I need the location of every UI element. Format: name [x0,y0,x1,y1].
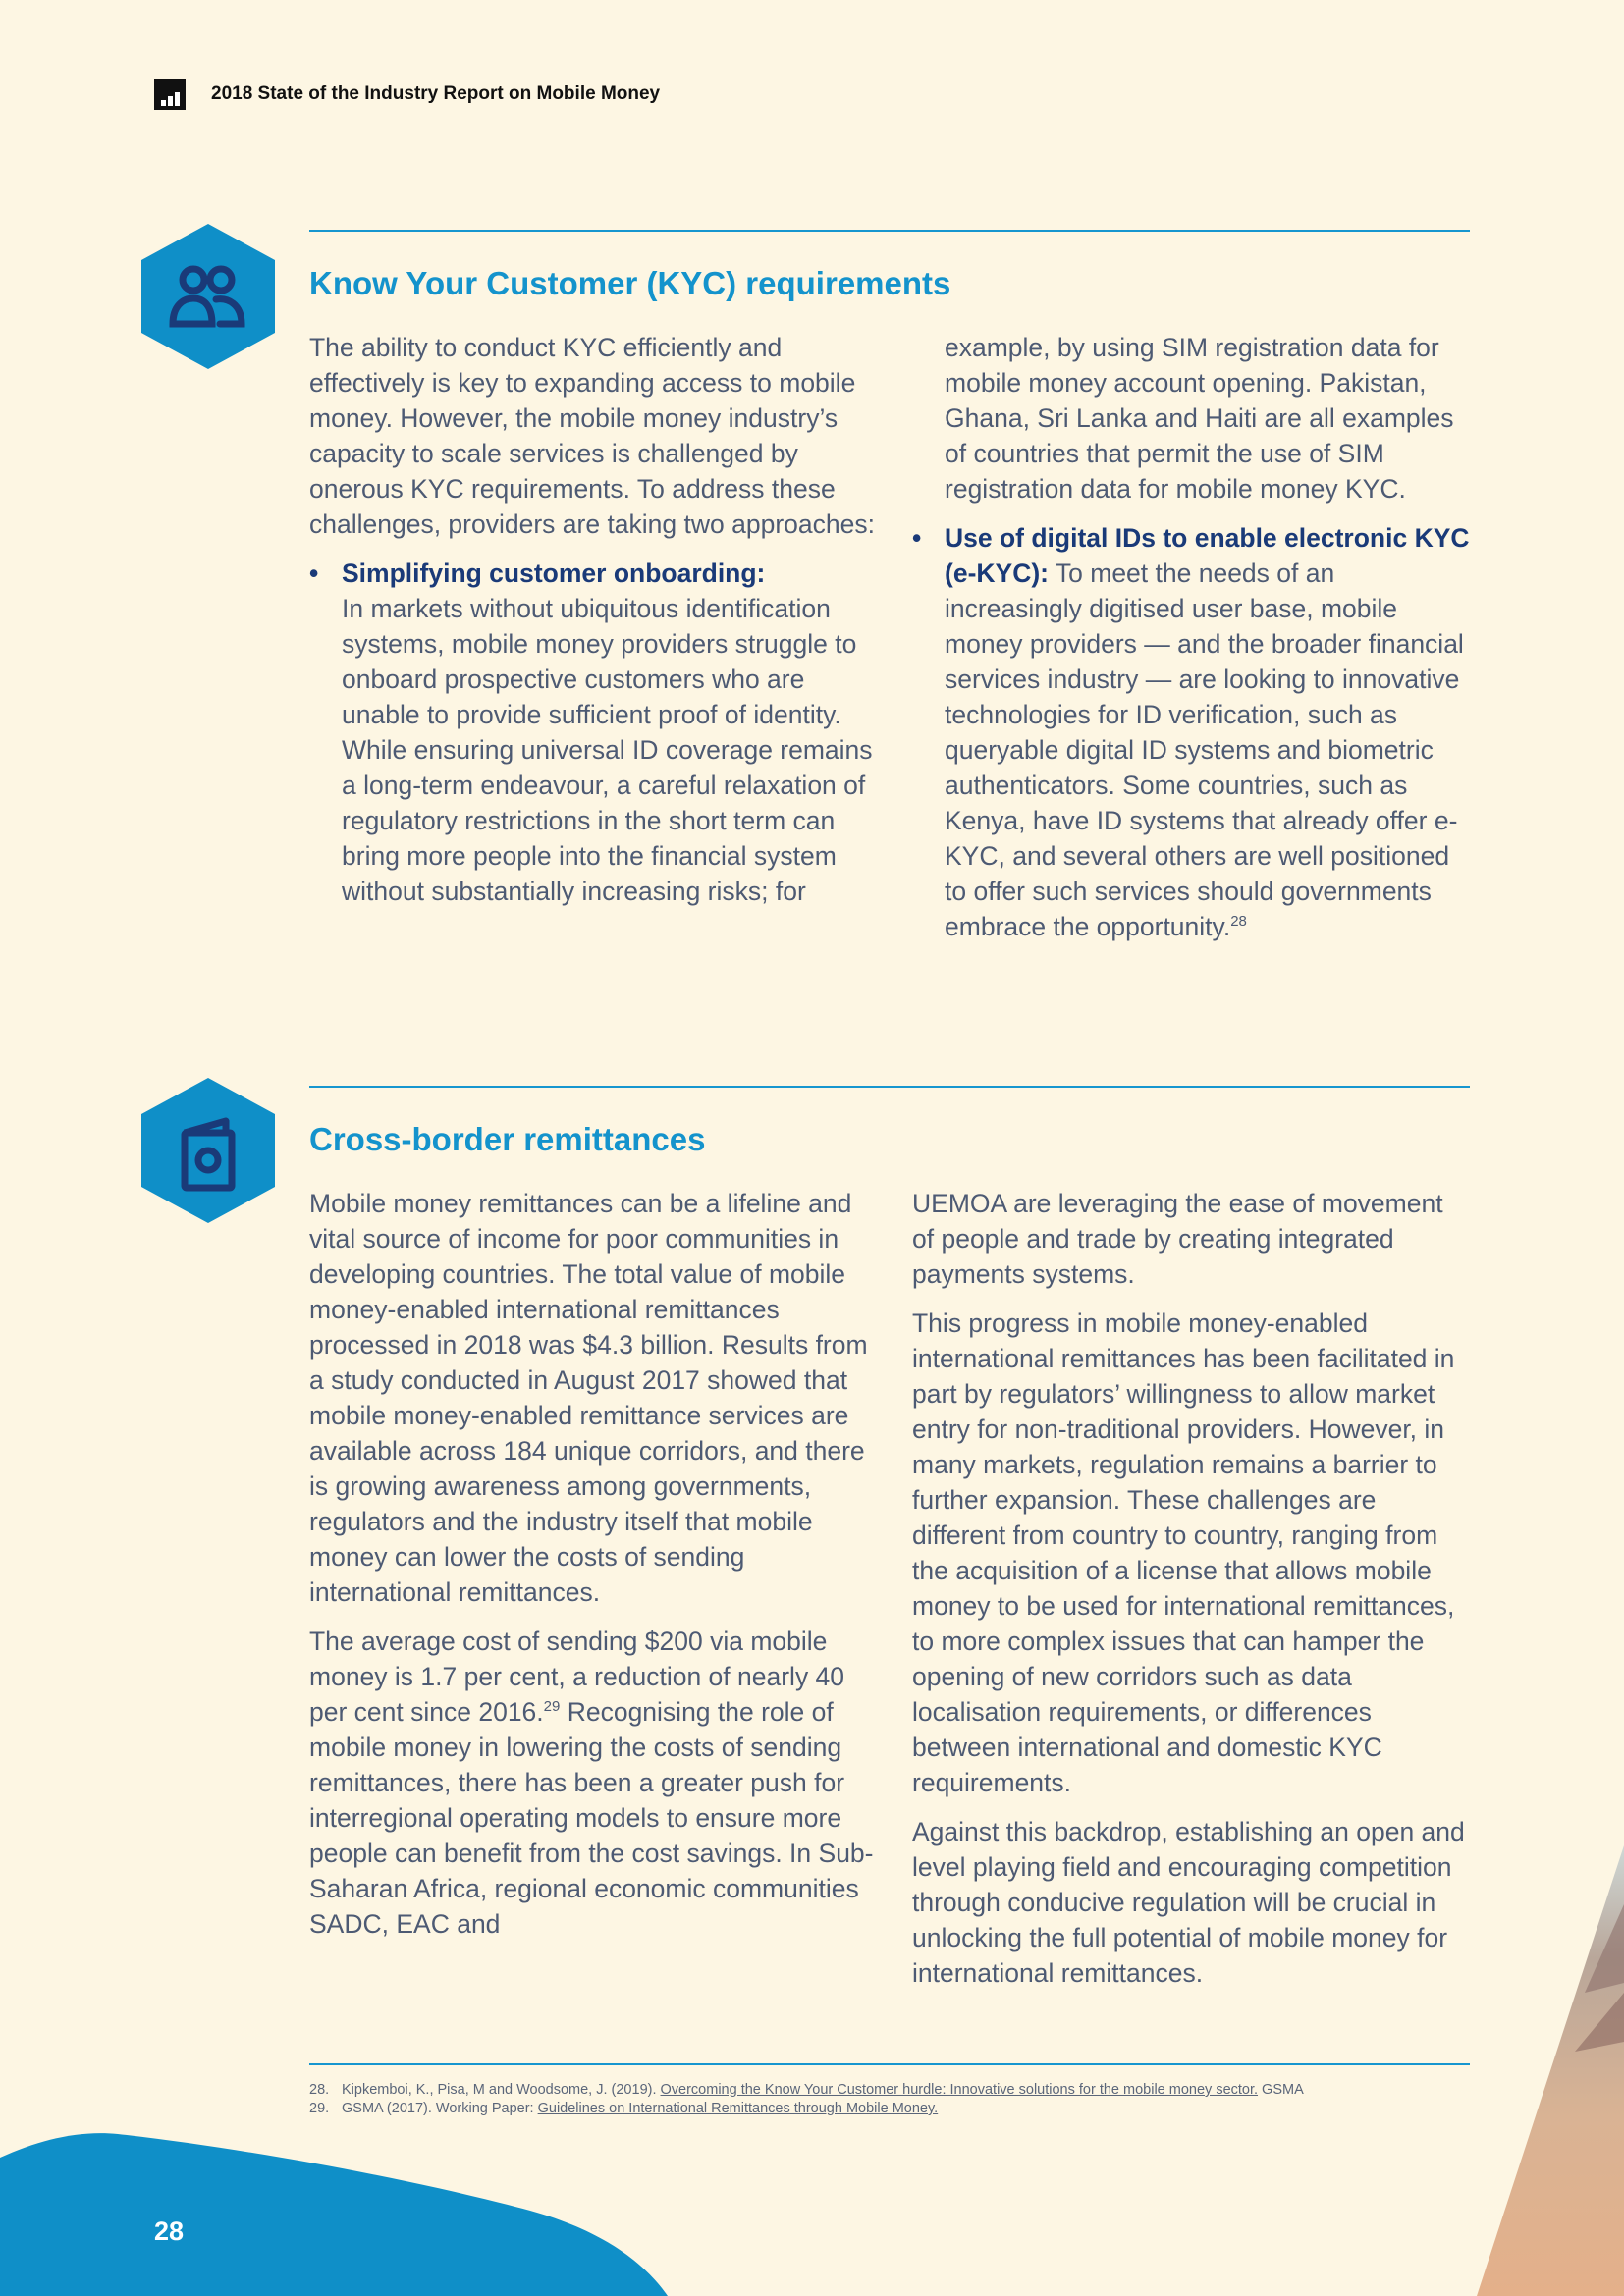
section-title-remittances: Cross-border remittances [309,1121,706,1157]
footnote-item [309,2100,1304,2118]
footnote-divider [309,2063,1470,2065]
remit-paragraph-part: Recognising the role of mobile money in lowering the costs of sending remittances, there has been a greater push for interregional operating models to ensure more people can benefit from the cost savings. In Sub-Saharan Africa, regional economic communities SADC, EAC and [309,1697,874,1939]
remit-paragraph: Against this backdrop, establishing an open and level playing field and encouraging competition through conducive regulation will be crucial in unlocking the full potential of mobile money for international remittances. [912,1817,1465,1988]
kyc-bullet-ekyc [912,520,1470,944]
kyc-intro: The ability to conduct KYC efficiently and effectively is key to expanding access to mobile money. However, the mobile money industry’s capacity to scale services is challenged by onerous KYC requirements. To address these challenges, providers are taking two approaches: [309,333,875,539]
footnote-link[interactable]: Guidelines on International Remittances through Mobile Money. [537,2101,939,2116]
footnote-ref[interactable]: 28 [1230,913,1247,931]
passport-icon [141,1078,275,1223]
remit-paragraph: Mobile money remittances can be a lifeline and vital source of income for poor communities in developing countries. The total value of mobile money-enabled international remittances processed in 2018 was $4.3 billion. Results from a study conducted in August 2017 showed that mobile money-enabled remittance services are available across 184 unique corridors, and there is growing awareness among governments, regulators and the industry itself that mobile money can lower the costs of sending international remittances. [309,1189,868,1607]
footnote-item [309,2081,1304,2100]
page-header [154,79,660,110]
decorative-photo-wedge [1428,1845,1624,2296]
footnote-number: 28. [309,2082,330,2098]
section-divider [309,230,1470,232]
footnote-number: 29. [309,2101,330,2116]
remit-paragraph [309,1624,875,1942]
kyc-bullet-continuation: example, by using SIM registration data for mobile money account opening. Pakistan, Ghana, Sri Lanka and Haiti are all examples of countries that permit the use of SIM registration data for mobile money KYC. [945,333,1454,504]
footnote-text: Kipkemboi, K., Pisa, M and Woodsome, J. (2019). [342,2082,661,2098]
decorative-blue-wave [0,2130,687,2296]
page-number: 28 [154,2216,185,2246]
footnote-text: GSMA (2017). Working Paper: [342,2101,538,2116]
footnote-text: GSMA [1258,2082,1304,2098]
remit-paragraph-part: The average cost of sending $200 via mobile money is 1.7 per cent, a reduction of nearly 40 per cent since 2016. [309,1627,845,1727]
footnote-ref[interactable]: 29 [543,1698,561,1716]
remit-column-right [912,1186,1470,2004]
footnotes [309,2081,1304,2118]
kyc-bullet-text: To meet the needs of an increasingly digitised user base, mobile money providers — and the broader financial services industry — are looking to innovative technologies for ID verification, such as queryable digital ID systems and biometric authenticators. Some countries, such as Kenya, have ID systems that already offer e-KYC, and several others are well positioned to offer such services should governments embrace the opportunity. [945,559,1464,941]
footnote-link[interactable]: Overcoming the Know Your Customer hurdle: Innovative solutions for the mobile money sector. [660,2082,1259,2098]
section-title-kyc: Know Your Customer (KYC) requirements [309,265,951,301]
gsma-logo-icon [154,79,186,110]
report-title: 2018 State of the Industry Report on Mobile Money [211,83,661,104]
kyc-column-left [309,330,875,923]
remit-column-left [309,1186,875,1955]
kyc-bullet-text: In markets without ubiquitous identification systems, mobile money providers struggle to onboard prospective customers who are unable to provide sufficient proof of identity. While ensuring universal ID coverage remains a long-term endeavour, a careful relaxation of regulatory restrictions in the short term can bring more people into the financial system without substantially increasing risks; for [342,594,873,906]
remit-paragraph: This progress in mobile money-enabled international remittances has been facilitated in part by regulators’ willingness to allow market entry for non-traditional providers. However, in many markets, regulation remains a barrier to further expansion. These challenges are different from country to country, ranging from the acquisition of a license that allows mobile money to be used for international remittances, to more complex issues that can hamper the opening of new corridors such as data localisation requirements, or differences between international and domestic KYC requirements. [912,1308,1455,1797]
people-icon [141,224,275,369]
remit-paragraph: UEMOA are leveraging the ease of movement of people and trade by creating integrated payments systems. [912,1189,1443,1289]
kyc-bullet-lead: Use of digital IDs to enable electronic KYC (e-KYC): [945,523,1470,588]
kyc-bullet-lead: Simplifying customer onboarding: [342,559,766,588]
kyc-bullet-onboarding [309,556,875,909]
section-divider [309,1086,1470,1088]
kyc-column-right [912,330,1470,958]
